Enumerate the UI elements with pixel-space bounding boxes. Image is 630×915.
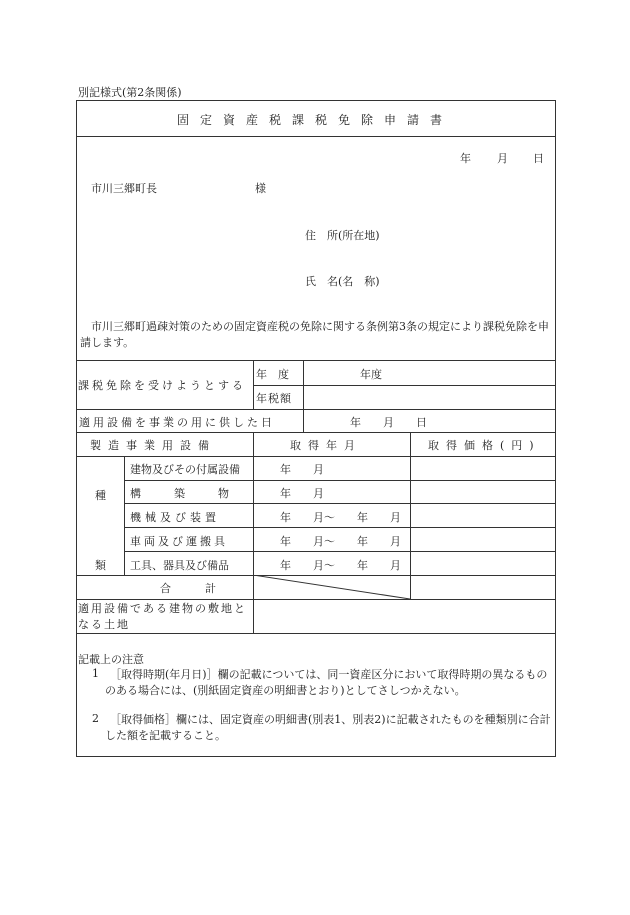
form-reference-note: 別記様式(第2条関係)	[78, 86, 182, 99]
note-number: 2	[92, 712, 99, 725]
row-name: 機械及び装置	[130, 511, 220, 524]
divider	[76, 136, 556, 137]
row-name: 工具、器具及び備品	[130, 559, 229, 572]
divider	[410, 432, 411, 599]
row-date: 年 月	[280, 463, 324, 476]
divider	[253, 599, 254, 633]
divider	[253, 360, 254, 409]
divider	[76, 633, 556, 634]
divider	[303, 360, 304, 409]
divider	[76, 360, 556, 361]
form-title: 固定資産税課税免除申請書	[176, 113, 453, 127]
row-name: 構 築 物	[130, 487, 229, 500]
divider	[253, 432, 254, 599]
divider	[76, 432, 556, 433]
exemption-label: 課税免除を受けようとする	[78, 379, 246, 392]
addressee-honorific: 様	[255, 182, 266, 195]
service-date-value: 年 月 日	[350, 416, 427, 429]
group-label-top: 種	[95, 489, 106, 502]
note-text: ［取得価格］欄には、固定資産の明細書(別表1、別表2)に記載されたものを種類別に合計した額を記載すること。	[105, 713, 551, 742]
total-label: 合 計	[160, 582, 220, 595]
divider	[303, 409, 304, 432]
land-label: 適用設備である建物の敷地となる土地	[78, 602, 247, 631]
note-number: 1	[92, 667, 99, 680]
row-date: 年 月	[280, 487, 324, 500]
divider	[124, 527, 556, 528]
row-date: 年 月〜 年 月	[280, 535, 401, 548]
group-label-bottom: 類	[95, 559, 106, 572]
divider	[253, 385, 556, 386]
row-name: 車両及び運搬具	[130, 535, 228, 548]
divider	[124, 551, 556, 552]
request-statement: 市川三郷町過疎対策のための固定資産税の免除に関する条例第3条の規定により課税免除を申請します。	[80, 320, 549, 349]
fiscal-year-label: 年 度	[256, 368, 289, 381]
applicant-address-label: 住 所(所在地)	[305, 229, 380, 242]
divider	[124, 456, 125, 575]
note-text: ［取得時期(年月日)］欄の記載については、同一資産区分において取得時期の異なるもののある場合には、(別紙固定資産の明細書とおり)としてさしつかえない。	[105, 668, 548, 697]
divider	[76, 456, 556, 457]
row-name: 建物及びその付属設備	[130, 463, 240, 476]
divider	[124, 503, 556, 504]
divider	[76, 409, 556, 410]
header-equipment: 製造事業用設備	[90, 439, 216, 452]
total-date-strike	[253, 575, 410, 599]
date-year: 年	[460, 152, 471, 165]
row-date: 年 月〜 年 月	[280, 559, 401, 572]
divider	[76, 599, 556, 600]
header-acquisition-date: 取得年月	[290, 439, 362, 452]
divider	[124, 480, 556, 481]
notes-title: 記載上の注意	[78, 653, 144, 666]
addressee-name: 市川三郷町長	[91, 182, 157, 195]
date-month: 月	[497, 152, 508, 165]
tax-amount-label: 年税額	[256, 392, 292, 405]
service-date-label: 適用設備を事業の用に供した日	[79, 416, 275, 429]
fiscal-year-value: 年度	[360, 368, 382, 381]
applicant-name-label: 氏 名(名 称)	[305, 275, 380, 288]
row-date: 年 月〜 年 月	[280, 511, 401, 524]
date-day: 日	[533, 152, 544, 165]
header-acquisition-price: 取得価格(円)	[428, 439, 541, 452]
